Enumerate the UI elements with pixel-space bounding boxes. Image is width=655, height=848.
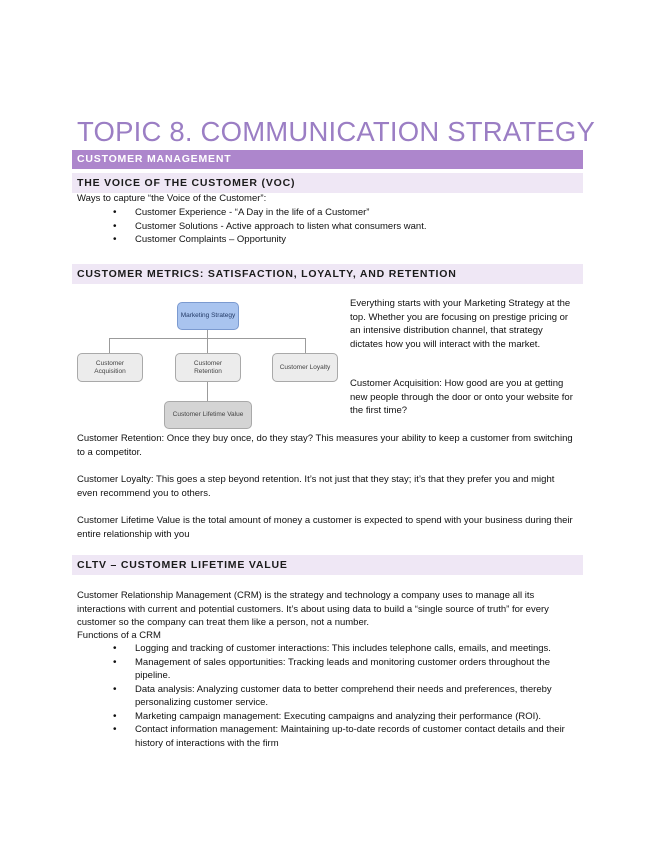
list-item: • Customer Complaints – Opportunity bbox=[135, 233, 575, 247]
subsection-header-label: CUSTOMER METRICS: SATISFACTION, LOYALTY, AND RETENTION bbox=[77, 268, 457, 280]
subsection-header-metrics bbox=[72, 264, 583, 284]
diagram-node-customer-loyalty: Customer Loyalty bbox=[272, 353, 338, 382]
subsection-header-label: CLTV – CUSTOMER LIFETIME VALUE bbox=[77, 559, 288, 571]
loyalty-paragraph: Customer Loyalty: This goes a step beyond retention. It’s not just that they stay; it’s that they prefer you and might even recommend you to others. bbox=[77, 474, 555, 499]
diagram-node-customer-lifetime-value: Customer Lifetime Value bbox=[164, 401, 252, 429]
section-header-customer-management bbox=[72, 150, 583, 169]
list-item: • Customer Solutions - Active approach to listen what consumers want. bbox=[135, 220, 575, 234]
list-item: • Contact information management: Maintaining up-to-date records of customer contact details and their history of interactions with the firm bbox=[135, 723, 575, 750]
diagram-node-marketing-strategy: Marketing Strategy bbox=[177, 302, 239, 330]
crm-paragraph: Customer Relationship Management (CRM) is the strategy and technology a company uses to manage all its interactions with current and potential customers. It’s about using data to build a “single source of truth” for every customer so the company can treat them like a person, not a number. bbox=[77, 590, 549, 628]
connector-line bbox=[109, 338, 305, 339]
connector-line bbox=[305, 338, 306, 353]
diagram-node-customer-acquisition: Customer Acquisition bbox=[77, 353, 143, 382]
list-item: • Customer Experience - “A Day in the life of a Customer” bbox=[135, 206, 575, 220]
section-header-label: CUSTOMER MANAGEMENT bbox=[77, 153, 232, 165]
acquisition-paragraph: Customer Acquisition: How good are you at getting new people through the door or onto your website for the first time? bbox=[350, 378, 573, 416]
diagram-node-customer-retention: Customer Retention bbox=[175, 353, 241, 382]
customer-metrics-diagram bbox=[77, 301, 339, 431]
strategy-paragraph: Everything starts with your Marketing Strategy at the top. Whether you are focusing on prestige pricing or an intensive distribution channel, that strategy dictates how you will interact with the market. bbox=[350, 298, 571, 350]
connector-line bbox=[207, 330, 208, 353]
list-item: • Marketing campaign management: Executing campaigns and analyzing their performance (ROI). bbox=[135, 710, 575, 724]
connector-line bbox=[109, 338, 110, 353]
page-title: TOPIC 8. COMMUNICATION STRATEGY bbox=[77, 116, 596, 147]
subsection-header-voc bbox=[72, 173, 583, 193]
crm-functions-label: Functions of a CRM bbox=[77, 630, 161, 641]
connector-line bbox=[207, 382, 208, 401]
subsection-header-cltv bbox=[72, 555, 583, 575]
cltv-definition-paragraph: Customer Lifetime Value is the total amount of money a customer is expected to spend with your business during their entire relationship with you bbox=[77, 515, 573, 540]
crm-functions-list bbox=[135, 642, 575, 750]
list-item: • Data analysis: Analyzing customer data to better comprehend their needs and preferences, thereby personalizing customer service. bbox=[135, 683, 575, 710]
retention-paragraph: Customer Retention: Once they buy once, do they stay? This measures your ability to keep a customer from switching to a competitor. bbox=[77, 433, 573, 458]
list-item: • Management of sales opportunities: Tracking leads and monitoring customer orders throughout the pipeline. bbox=[135, 656, 575, 683]
voc-intro: Ways to capture “the Voice of the Customer”: bbox=[77, 193, 267, 204]
voc-bullet-list bbox=[135, 206, 575, 247]
list-item: • Logging and tracking of customer interactions: This includes telephone calls, emails, and meetings. bbox=[135, 642, 575, 656]
subsection-header-label: THE VOICE OF THE CUSTOMER (VOC) bbox=[77, 177, 296, 189]
